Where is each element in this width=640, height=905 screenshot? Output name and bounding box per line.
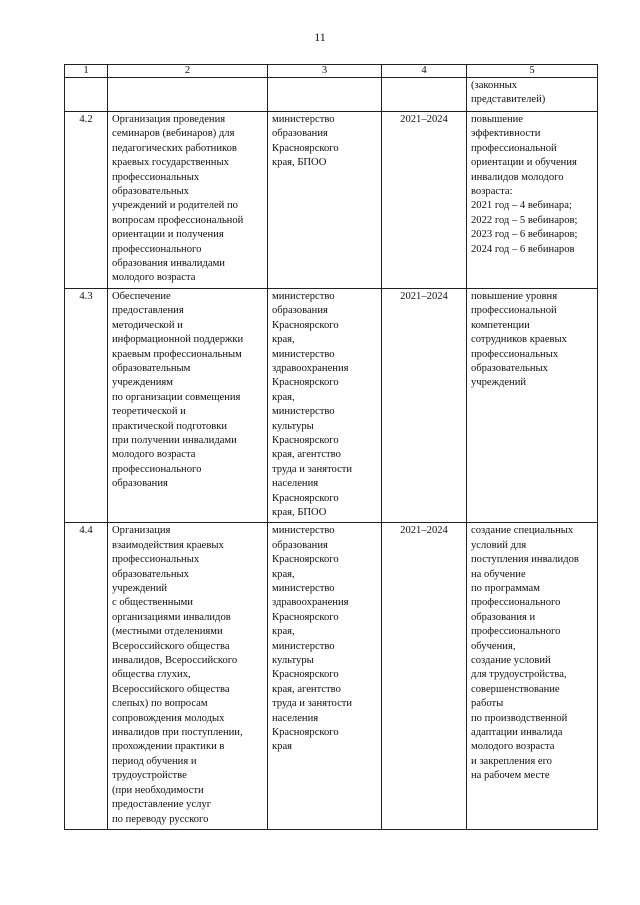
cell-period: 2021–2024: [382, 523, 467, 830]
cell-result: повышение эффективности профессиональной ориентации и обучения инвалидов молодого возраста: 2021 год – 4 вебинара; 2022 год – 5 вебинаров; 2023 год – 6 вебинаров; 2024 год – 6 вебинаров: [467, 112, 598, 289]
table-row: [65, 288, 598, 523]
table-header-row: [65, 65, 598, 78]
cell-num: 4.2: [65, 112, 108, 289]
table-row-continuation: [65, 78, 598, 112]
cell-result: создание специальных условий для поступления инвалидов на обучение по программам профессионального образования и профессионального обучения, создание условий для трудоустройства, совершенствование работы по производственной адаптации инвалида молодого возраста и закрепления его на рабочем месте: [467, 523, 598, 830]
column-header-3: 3: [268, 65, 382, 78]
cell-period: [382, 78, 467, 112]
cell-period: 2021–2024: [382, 288, 467, 523]
cell-period: 2021–2024: [382, 112, 467, 289]
cell-executor: [268, 78, 382, 112]
column-header-4: 4: [382, 65, 467, 78]
measures-table: [64, 64, 598, 830]
cell-activity: Организация проведения семинаров (вебинаров) для педагогических работников краевых государственных профессиональных образовательных учреждений и родителей по вопросам профессиональной ориентации и получения профессионального образования инвалидами молодого возраста: [108, 112, 268, 289]
cell-activity: Организация взаимодействия краевых профессиональных образовательных учреждений с общественными организациями инвалидов (местными отделениями Всероссийского общества инвалидов, Всероссийского общества глухих, Всероссийского общества слепых) по вопросам сопровождения молодых инвалидов при поступлении, прохождении практики в период обучения и трудоустройстве (при необходимости предоставление услуг по переводу русского: [108, 523, 268, 830]
table-row: [65, 523, 598, 830]
column-header-2: 2: [108, 65, 268, 78]
cell-result: (законных представителей): [467, 78, 598, 112]
column-header-1: 1: [65, 65, 108, 78]
cell-activity: Обеспечение предоставления методической и информационной поддержки краевым профессиональным образовательным учреждениям по организации совмещения теоретической и практической подготовки при получении инвалидами молодого возраста профессионального образования: [108, 288, 268, 523]
cell-executor: министерство образования Красноярского края, министерство здравоохранения Красноярского края, министерство культуры Красноярского края, агентство труда и занятости населения Красноярского края: [268, 523, 382, 830]
table-row: [65, 112, 598, 289]
cell-result: повышение уровня профессиональной компетенции сотрудников краевых профессиональных образовательных учреждений: [467, 288, 598, 523]
cell-num: 4.4: [65, 523, 108, 830]
cell-executor: министерство образования Красноярского края, министерство здравоохранения Красноярского края, министерство культуры Красноярского края, агентство труда и занятости населения Красноярского края, БПОО: [268, 288, 382, 523]
cell-num: [65, 78, 108, 112]
cell-num: 4.3: [65, 288, 108, 523]
column-header-5: 5: [467, 65, 598, 78]
cell-executor: министерство образования Красноярского края, БПОО: [268, 112, 382, 289]
page-number: 11: [314, 30, 326, 44]
cell-activity: [108, 78, 268, 112]
